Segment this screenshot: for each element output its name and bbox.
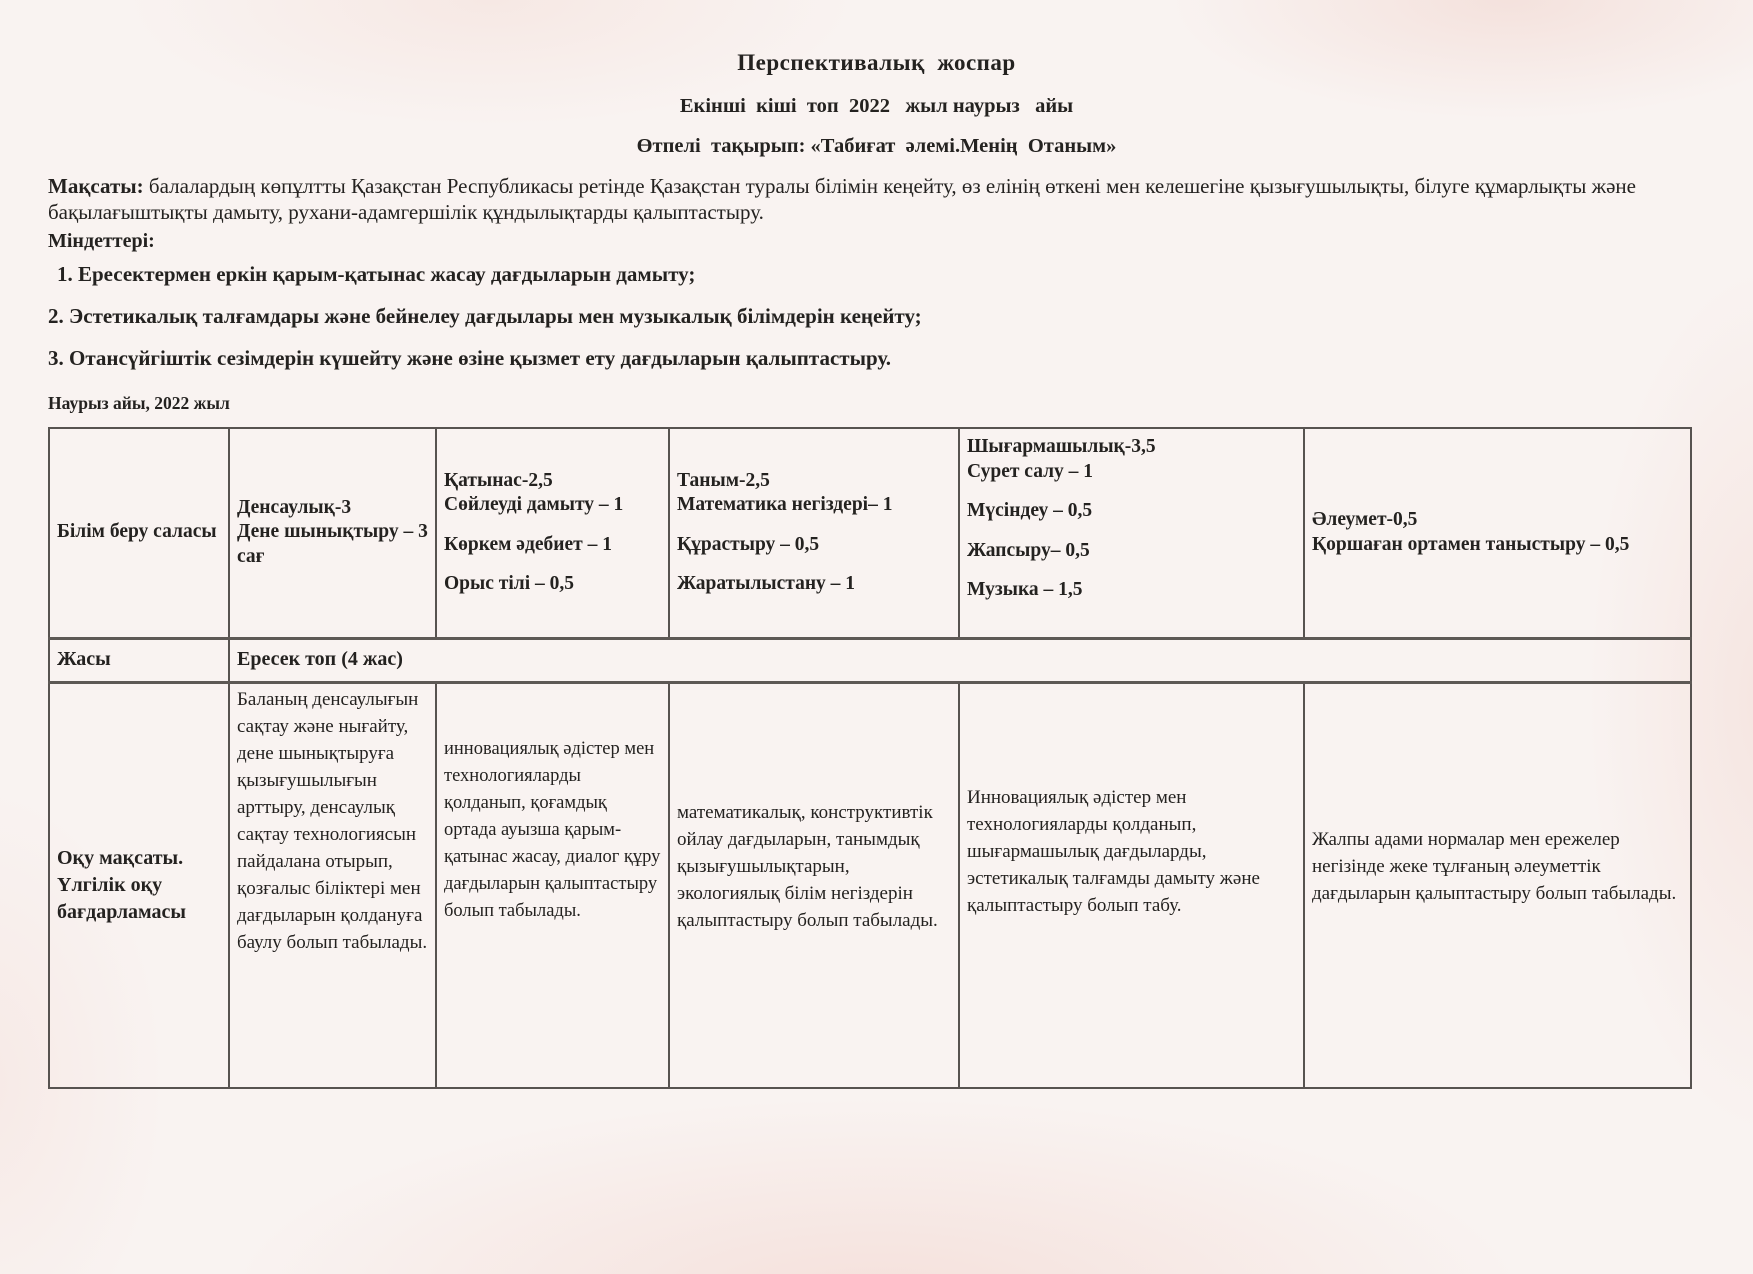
- subject-title: Денсаулық-3: [237, 496, 352, 518]
- goal-cell-katynas: инновациялық әдістер мен технологияларды қолданып, қоғамдық ортада ауызша қарым-қатынас жасау, диалог құру дағдыларын қалыптастыру болып табылады.: [436, 682, 669, 1088]
- table-header-row: [49, 428, 1691, 638]
- goal-paragraph: [48, 173, 1705, 225]
- subject-cell-densaulyk: [229, 428, 436, 638]
- subject-item: Сөйлеуді дамыту – 1: [444, 494, 624, 516]
- month-label: Наурыз айы, 2022 жыл: [48, 393, 230, 413]
- subject-cell-tanym: [669, 428, 959, 638]
- task-item-2: 2. Эстетикалық талғамдары және бейнелеу дағдылары мен музыкалық білімдерін кеңейту;: [48, 304, 922, 328]
- plan-table: [48, 427, 1692, 1089]
- subject-title: Таным-2,5: [677, 469, 770, 491]
- subject-item: Жапсыру– 0,5: [967, 539, 1090, 561]
- subject-item: Математика негіздері– 1: [677, 494, 893, 516]
- subject-item: Дене шынықтыру – 3 сағ: [237, 521, 428, 568]
- document-subtitle-theme: Өтпелі тақырып: «Табиғат әлемі.Менің Отаным»: [636, 135, 1117, 157]
- subject-cell-shygarmashylyk: [959, 428, 1304, 638]
- subject-title: Шығармашылық-3,5: [967, 436, 1156, 457]
- subject-item: Сурет салу – 1: [967, 460, 1094, 482]
- goal-cell-tanym: математикалық, конструктивтік ойлау дағдыларын, танымдық қызығушылықтарын, экологиялық білім негіздерін қалыптастыру болып табылады.: [669, 682, 959, 1088]
- goal-cell-aleumet: Жалпы адами нормалар мен ережелер негізінде жеке тұлғаның әлеуметтік дағдыларын қалыптастыру болып табылады.: [1304, 682, 1691, 1088]
- goal-text: балалардың көпұлтты Қазақстан Республикасы ретінде Қазақстан туралы білімін кеңейту, өз елінің өткені мен келешегіне қызығушылықты, білуге құмарлықты және бақылағыштықты дамыту, рухани-адамгершілік құндылықтарды қалыптастыру.: [48, 174, 1636, 224]
- task-item-3: 3. Отансүйгіштік сезімдерін күшейту және өзіне қызмет ету дағдыларын қалыптастыру.: [48, 346, 892, 370]
- goal-cell-densaulyk: Баланың денсаулығын сақтау және нығайту, дене шынықтыруға қызығушылығын арттыру, денсаулық сақтау технологиясын пайдалана отырып, қозғалыс біліктері мен дағдыларын қолдануға баулу болып табылады.: [229, 682, 436, 1088]
- subject-item: Жаратылыстану – 1: [677, 573, 856, 595]
- program-row: [49, 682, 1691, 1088]
- document-title: Перспективалық жоспар: [737, 50, 1016, 75]
- subject-item: Құрастыру – 0,5: [677, 533, 820, 555]
- program-label-cell: Оқу мақсаты. Үлгілік оқу бағдарламасы: [49, 682, 229, 1088]
- age-value-cell: Ересек топ (4 жас): [229, 638, 1691, 682]
- subject-item: Орыс тілі – 0,5: [444, 573, 574, 595]
- subject-item: Музыка – 1,5: [967, 579, 1083, 601]
- subject-title: Әлеумет-0,5: [1312, 509, 1418, 531]
- subject-item: Көркем әдебиет – 1: [444, 533, 612, 555]
- age-row: [49, 638, 1691, 682]
- subject-item: Мүсіндеу – 0,5: [967, 500, 1093, 522]
- task-item-1: 1. Ересектермен еркін қарым-қатынас жасау дағдыларын дамыту;: [57, 262, 696, 286]
- goal-label: Мақсаты:: [48, 174, 144, 198]
- age-label-cell: Жасы: [49, 638, 229, 682]
- area-header-cell: [49, 428, 229, 638]
- document-subtitle-group: Екінші кіші топ 2022 жыл наурыз айы: [679, 95, 1074, 117]
- goal-cell-shygarmashylyk: Инновациялық әдістер мен технологияларды қолданып, шығармашылық дағдыларды, эстетикалық талғамды дамыту және қалыптастыру болып табу.: [959, 682, 1304, 1088]
- subject-cell-katynas: [436, 428, 669, 638]
- area-header-label: Білім беру саласы: [57, 521, 217, 543]
- subject-title: Қатынас-2,5: [444, 469, 553, 491]
- subject-cell-aleumet: [1304, 428, 1691, 638]
- subject-item: Қоршаған ортамен таныстыру – 0,5: [1312, 533, 1630, 555]
- tasks-label: Міндеттері:: [48, 230, 155, 252]
